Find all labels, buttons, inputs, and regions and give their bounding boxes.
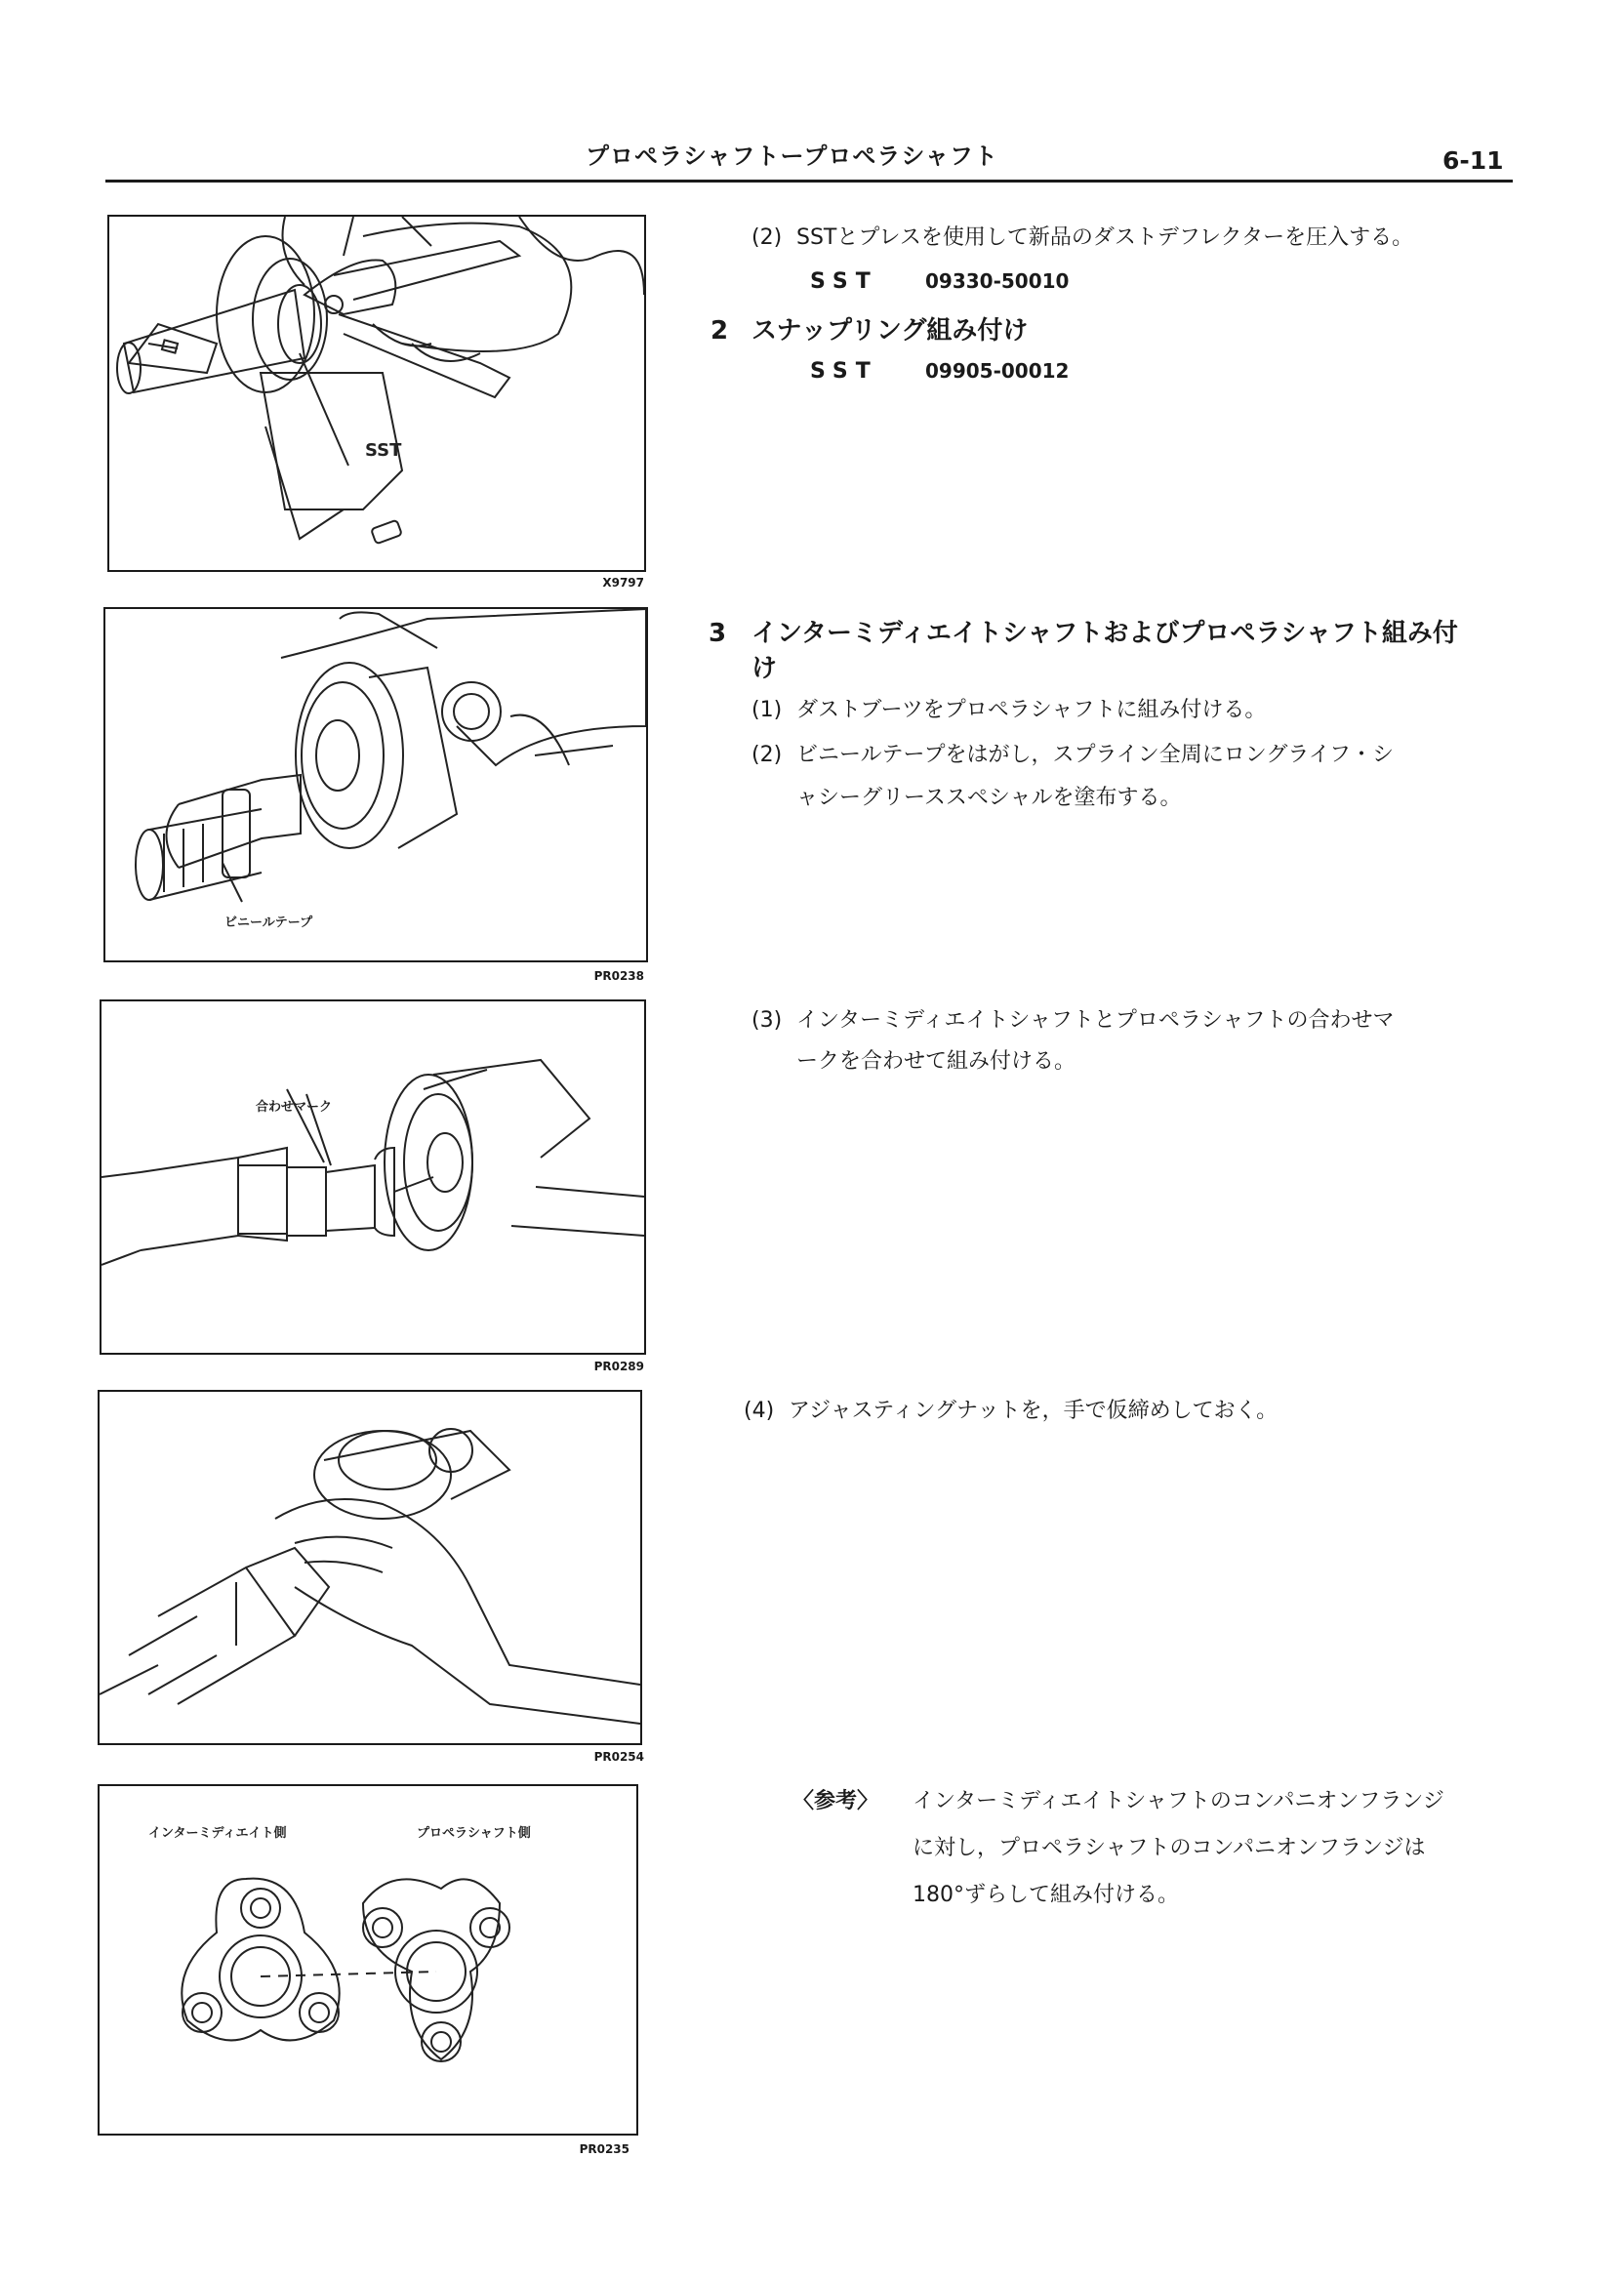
reference-label: 〈参考〉: [792, 1789, 879, 1813]
figure-label-sst: SST: [365, 440, 402, 461]
section-shaft-assembly: [709, 613, 1458, 649]
section-title: スナップリング組み付け: [751, 316, 1029, 346]
step-text: ビニールテープをはがし，スプライン全周にロングライフ・シ: [796, 743, 1395, 767]
figure-label-vinyl-tape: ビニールテープ: [224, 916, 313, 930]
figure-code: PR0235: [579, 2142, 629, 2156]
alignment-mark-illustration: [102, 1001, 644, 1353]
step-adjusting-nut: [744, 1390, 1278, 1433]
sst-line: [810, 349, 1069, 393]
step-number: (2): [751, 225, 783, 250]
step-alignment: [751, 999, 1394, 1042]
sst-code: 09330-50010: [925, 269, 1070, 293]
header-rule: [105, 180, 1513, 183]
figure-vinyl-tape: [103, 607, 648, 962]
figure-label-propeller-side: プロペラシャフト側: [417, 1826, 531, 1841]
section-title-continued: け: [751, 654, 778, 683]
section-title: インターミディエイトシャフトおよびプロペラシャフト組み付: [751, 619, 1458, 648]
figure-companion-flanges: [98, 1784, 638, 2136]
adjusting-nut-illustration: [100, 1392, 640, 1743]
figure-code: PR0254: [593, 1750, 644, 1764]
step-text: アジャスティングナットを，手で仮締めしておく。: [789, 1399, 1279, 1423]
figure-code: X9797: [602, 576, 644, 590]
figure-code: PR0238: [593, 969, 644, 983]
step-number: (3): [751, 1008, 783, 1033]
figure-snap-ring: [107, 215, 646, 572]
figure-code: PR0289: [593, 1360, 644, 1373]
reference-text: 180°ずらして組み付ける。: [913, 1883, 1179, 1907]
page-number: 6-11: [1442, 146, 1504, 175]
sst-label: SST: [810, 269, 878, 294]
sst-code: 09905-00012: [925, 359, 1070, 383]
figure-label-intermediate-side: インターミディエイト側: [148, 1826, 287, 1841]
step-text: インターミディエイトシャフトとプロペラシャフトの合わせマ: [796, 1008, 1395, 1033]
figure-alignment-mark: [100, 999, 646, 1355]
companion-flanges-illustration: [100, 1786, 636, 2134]
page-title: プロペラシャフトープロペラシャフト: [586, 142, 998, 170]
step-number: (4): [744, 1399, 775, 1423]
section-number: 3: [709, 619, 727, 648]
figure-adjusting-nut: [98, 1390, 642, 1745]
snap-ring-illustration: [109, 217, 644, 570]
reference-text: に対し，プロペラシャフトのコンパニオンフランジは: [913, 1836, 1426, 1860]
step-text-continued: ャシーグリーススペシャルを塗布する。: [796, 786, 1182, 810]
step-dust-boot: [751, 689, 1266, 732]
vinyl-tape-illustration: [105, 609, 646, 960]
step-number: (2): [751, 743, 783, 767]
reference-text: インターミディエイトシャフトのコンパニオンフランジ: [913, 1789, 1444, 1813]
section-number: 2: [710, 316, 729, 346]
section-snap-ring: [710, 310, 1028, 346]
figure-label-alignment-mark: 合わせマーク: [256, 1100, 333, 1115]
step-dust-deflector: [751, 217, 1413, 260]
step-text-continued: ークを合わせて組み付ける。: [796, 1049, 1076, 1074]
sst-label: SST: [810, 359, 878, 384]
step-text: ダストブーツをプロペラシャフトに組み付ける。: [796, 698, 1267, 722]
step-number: (1): [751, 698, 783, 722]
step-grease: [751, 734, 1394, 777]
step-text: SSTとプレスを使用して新品のダストデフレクターを圧入する。: [796, 225, 1414, 250]
sst-line: [810, 260, 1069, 304]
